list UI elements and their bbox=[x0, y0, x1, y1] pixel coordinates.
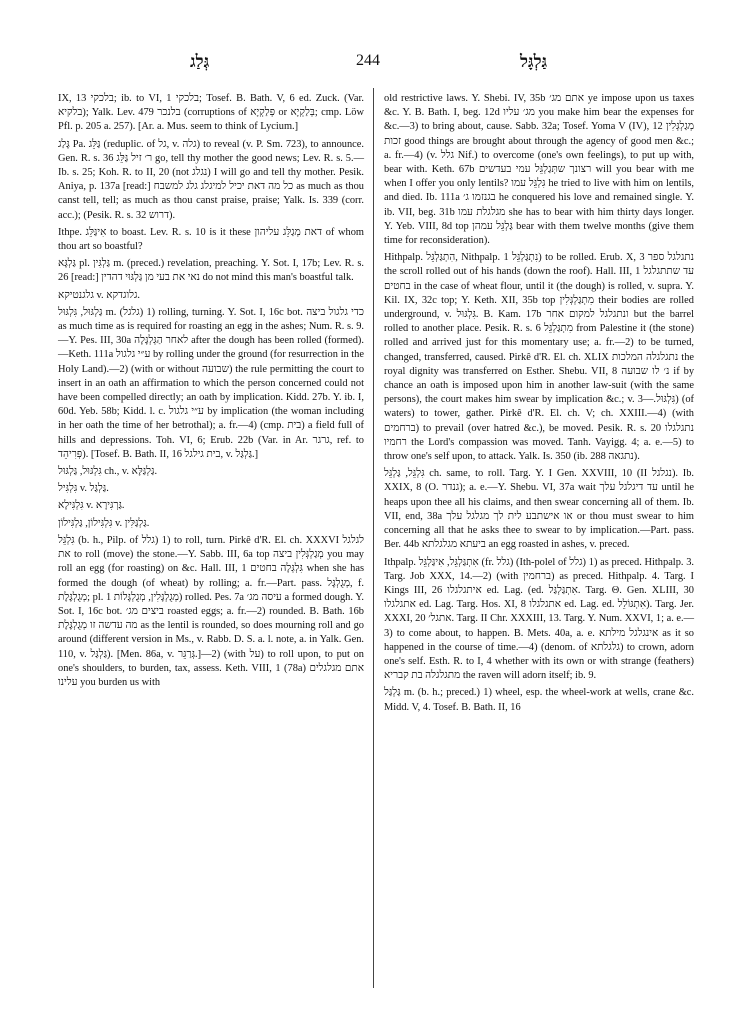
entry-paragraph: גִּלְגִּילָא v. גַּרְגִּירָא. bbox=[58, 500, 125, 512]
entry-paragraph: גִּלְגֵּל, גַּלְגֵּל ch. same, to roll. Targ. Y. I Gen. XXVIII, 10 (II נגלגל). Ib. XXIX, 8 (O. גנדר); a. e.—Y. Shebu. VI, 37a wait עד דיגלגל עלך until he heaps upon thee all his claims, and then swear concerning all of them. Ib. VII, end, 38a או אישתבע לית לך מגלגל עלך or thou must swear to him concerning all that he asks thee to swear to by implication.—Part. pass. Ber. 44b ביעתא מגלגלתא an egg roasted in ashes, v. preced. bbox=[384, 468, 694, 551]
entry-paragraph: Hithpalp. הִתְגַּלְגֵּל, Nithpalp. נִתְגַּלְגֵּל 1) to be rolled. Erub. X, 3 נתגלגל ספר the scroll rolled out of his hands (down the roof). Hall. III, 1 עד שתתגלגל בחטים in the case of wheat flour, until it (the dough) is rolled, v. supra. Y. Kil. IX, 32c top; Y. Keth. XII, 35b top מִתְגַּלְגְּלִין their bodies are rolled underground, v. גִּלְגּוּל. B. Kam. 17b ונתגלגל למקום אחר but the barrel rolled to another place. Pesik. R. s. 6 מִתְגַּלְגֵּל from Palestine it (the stone) rolled and arrived just for this momentary use; a. fr.—2) to be turned, changed, transferred, caused. Pirkê d'R. El. ch. XLIX נתגלגלה המלכות the royal dignity was transferred on Esther. Shebu. VII, 8 נ׳ לו שבועה if by chance an oath is imposed upon him in another law-suit (with the same persons), the court makes him swear by implication &c.; v. גִּלְגּוּל.—3) (of waters) to tower, gather. Pirkê d'R. El. ch. V; ch. XXIII.—4) (with ברחמים) to prevail (over hatred &c.), be moved. Pesik. R. s. 20 נתגלגלו רחמיו the Lord's compassion was moved. Tanh. Vayigg. 4; a. e.—5) to throw one's self upon, to attack. Yalk. Is. 350 (ib. 288 נתגאה). bbox=[384, 252, 695, 463]
entry-paragraph: גִּלְגִּילוֹן, גַּלְגִּילוֹן v. גַּלְגַּלִּין. bbox=[58, 517, 150, 529]
entry-paragraph: גַּלְגַּל m. (b. h.; preced.) 1) wheel, esp. the wheel-work at wells, crane &c. Midd. V, 4. Tosef. B. Bath. II, 16 bbox=[384, 687, 694, 713]
entry-paragraph: גָּלַג Pa. גַּלֵּג (reduplic. of גל, v. גלה) to reveal (v. P. Sm. 723), to announce. Gen. R. s. 36 ר׳ זיל גַּלֵּג go, tell thy mother the good news; Lev. R. s. 5.—Ib. s. 25; Koh. R. to II, 20 (not נגלג) I will go and tell thy mother. Pesik. Aniya, p. 137a [read:] כל מה דאת יכיל למיגלג גלג למשבח as much as thou canst tell, tell; as much as thou canst praise, praise; Yalk. Is. 339 (corr. acc.); (Pesik. R. s. 32 דרוש). bbox=[58, 138, 365, 221]
running-header bbox=[0, 48, 750, 78]
entry-paragraph: old restrictive laws. Y. Shebi. IV, 35b אתם מג׳ ye impose upon us taxes &c. Y. B. Bath. I, beg. 12d מג׳ עליו you make him bear the expenses for &c.—3) to bring about, cause. Sabb. 32a; Tosef. Yoma V (IV), 12 מְגַלְגְּלִין זכות good things are brought about through the agency of good men &c.; a. fr.—4) (v. גלל Nif.) to overcome (one's own feelings), to put up with, bear with. Keth. 67b רצונך שתְּגַלְגֵּל עמי בעדשים will you bear with me when I offer you only lentils? גִּלְגֵּל עמו he tried to live with him on lentils, and died. Ib. 111a בגנזמו ג׳ he conquered his love and remained single. Y. ib. VII, beg. 31b מגלגלת עמו she has to bear with him thirty days longer. Y. Yeb. VIII, 8d top גַּלְגֵּל עמהן bear with them twelve months (give them time for reconsideration). bbox=[384, 93, 695, 247]
entry-paragraph: גִּלְגִּיל v. גַּלְגַּל. bbox=[58, 483, 109, 495]
entry-paragraph: גִּלְגּוּל, גַּלְגּוּל ch., v. גַּלְגַּלָּא. bbox=[58, 466, 158, 478]
header-right-word: גַּלְגָּל bbox=[520, 52, 548, 71]
entry-paragraph: Ithpalp. אִתְגַּלְגֵּל, אִיגַּלְגֵּל (fr. גלל) (Ith-polel of גלל) 1) as preced. Hithpalp. 3. Targ. Job XXX, 14.—2) (with ברחמין) as preced. Hithpalp. 4. Targ. I Kings III, 26 איתגלגלו ed. Lag. (ed. אִתְגַּלְגַּל. Targ. Θ. Gen. XLIII, 30 אתגלגלו ed. Lag. Targ. Hos. XI, 8 אתגלגלו ed. Lag. ed. אִתְגּוֹלֵל). Targ. Jer. XXXI, 20 אתגל׳. Targ. II Chr. XXXIII, 13. Targ. Y. Num. XXVI, 1; a. e.—3) to come about, to happen. B. Mets. 40a, a. e. אינגלגל מילתא as it so happened in the course of time.—4) (denom. of גלגלתא) to crown, adorn one's self. Esth. R. to I, 4 whether with its own or with strange (feathers) מתגלגלה בת קבריא the raven will adorn itself; ib. 9. bbox=[384, 556, 695, 682]
entry-paragraph: IX, 13 בלכקי; ib. to VI, 1 בלכקי; Tosef. B. Bath. V, 6 ed. Zuck. (Var. בלקיא); Yalk. Lev. 479 בלנכר (corruptions of פְּלַקְיָא or בְּלַקְיָא; cmp. Löw Pfl. p. 205 a. 257). [Ar. a. Mus. seem to think of Lycium.] bbox=[58, 93, 364, 133]
entry-paragraph: גַּלְגָּא pl. גַּלְגִּין m. (preced.) revelation, preaching. Y. Sot. I, 17b; Lev. R. s. 26 [read:] נאי את בעי מן גַּלְגּוּי דהדין do not mind this man's boastful talk. bbox=[58, 258, 364, 284]
header-left-word: גְּלַג bbox=[190, 52, 210, 71]
left-column bbox=[58, 92, 364, 693]
column-divider bbox=[373, 88, 374, 988]
entry-paragraph: גלגנטיקא v. גלוגדקא. bbox=[58, 289, 141, 301]
entry-paragraph: גִּלְגֵּל (b. h., Pilp. of גלל) 1) to roll, turn. Pirkê d'R. El. ch. XXXVI לגלגל את to roll (move) the stone.—Y. Sabb. III, 6a top מְגַלְגְּלִין ביצה you may roll an egg (for roasting) on &c. Hall. III, 1 גִּלְגְּלָה בחטים when she has formed the dough (of wheat) by rolling; a. fr.—Part. pass. מְגֻלְגָּל, f. מְגֻלְגֶּלֶת; pl. מְגֻלְגָּלִין, מְגֻלְגָּלוֹת 1) rolled. Pes. 7a עיסה מג׳ a formed dough. Y. Sot. I, 16c bot. ביצים מג׳ roasted eggs; a. fr.—2) rounded. B. Bath. 16b מה עדשה זו מְגֻלְגֶּלֶת as the lentil is rounded, so does mourning roll and go around (different version in Ms., v. Rabb. D. S. a. l. note, a. in Yalk. Gen. 110, v. גַּלְגַּל). [Men. 86a, v. גְּרַגֵּר.]—2) (with על) to roll upon, to put on one's shoulders, to burden, tax, assess. Keth. VIII, 1 (78a) אתם מגלגלים עלינו you burden us with bbox=[58, 534, 365, 688]
page-number: 244 bbox=[356, 52, 380, 69]
entry-paragraph: גַּלְגּוּל, גִּלְגּוּל m. (גלגל) 1) rolling, turning. Y. Sot. I, 16c bot. כדי גלגול ביצה as much time as is required for roasting an egg in the ashes; Num. R. s. 9.—Y. Pes. III, 30a לאחר הַגְּלְגָּלָה after the dough has been rolled (formed).—Keth. 111a ע״י גלגול by rolling under the ground (for resurrection in the Holy Land).—2) (with or without שבועה) the rule permitting the court to insert in an oath an affirmation to which the person concerned could not have been compelled directly; an oath by implication. Kidd. 27b. Y. ib. I, 60d. Yeb. 58b; Kidd. l. c. ע״י גלגול by implication (the woman including in her oath the time of her betrothal); a. fr.—4) (cmp. בית) a field full of hills and depressions. Toh. VI, 6; Erub. 22b (Var. in Ar. גרגר, ref. to פְּרִיהֵד). [Tosef. B. Bath. II, 16 בית גילגל, v. גַּלְגַּל.] bbox=[58, 306, 365, 460]
right-column bbox=[384, 92, 694, 718]
entry-paragraph: Ithpe. אִיגַּלֵּג to boast. Lev. R. s. 10 is it these דאת מְגַלֵּג עליהון of whom thou art so boastful? bbox=[58, 226, 365, 253]
